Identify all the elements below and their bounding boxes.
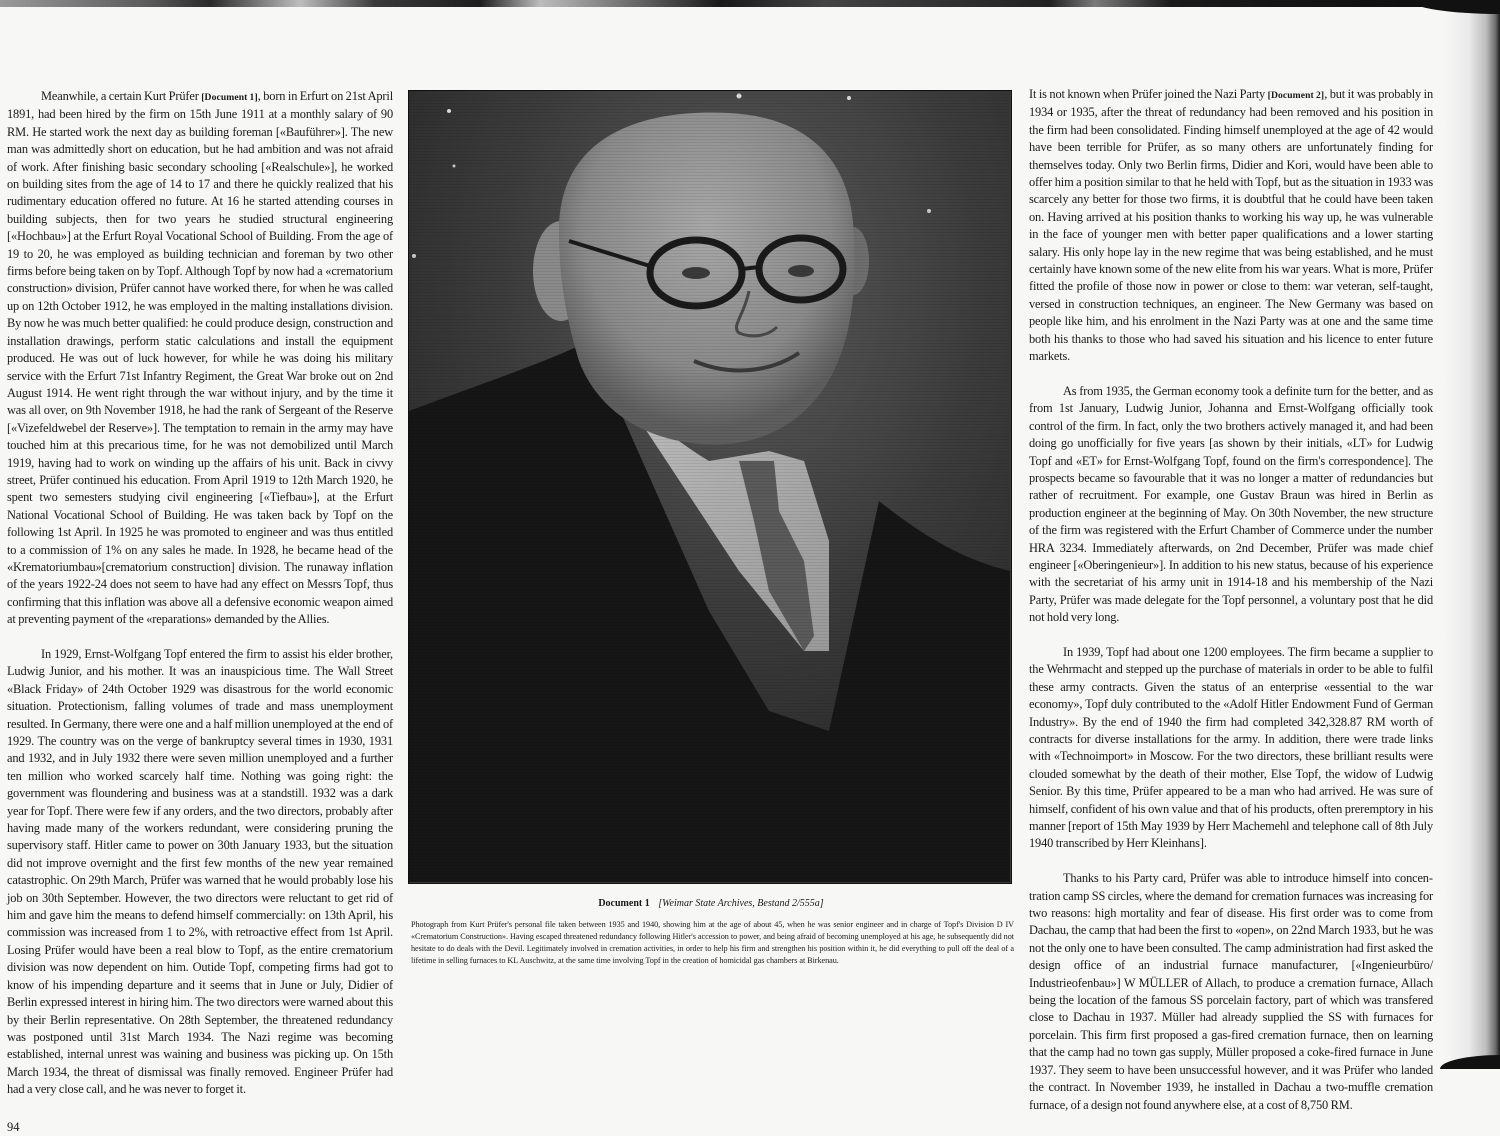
figure-caption-block	[408, 897, 1014, 967]
document-reference: [Document 2]	[1267, 90, 1325, 101]
paragraph: As from 1935, the German economy took a definite turn for the better, and as from 1st January, Ludwig Junior, Johanna and Ernst-Wolfgang officially took control of the firm. In fact, only the two brothers actively managed it, and had been doing go unofficially for five years [as shown by their initials, «LT» for Ludwig Topf and «ET» for Ernst-Wolfgang Topf, found on the firm's correspondence]. The prospects became so favourable that it was no longer a matter of redundancies but rather of recruitment. For example, one Gustav Braun was hired in Berlin as production engineer at the beginning of May. On 30th November, the new structure of the firm was registered with the Erfurt Chamber of Commerce under the number HRA 3234. Immediately afterwards, on 2nd December, Prüfer was made chief engineer [«Oberingenieur»]. In addition to his new status, because of his experience with the secretariat of his army unit in 1914-18 and his membership of the Nazi Party, Prüfer was made delegate for the Topf personnel, a voluntary post that he did not hold very long.	[1029, 383, 1433, 625]
paragraph	[7, 88, 393, 629]
paragraph: Thanks to his Party card, Prüfer was able to introduce himself into concentration camp SS circles, where the demand for cremation furnaces was increasing for two reasons: high mortality and fear of disease. His first order was to come from Dachau, the camp that had been the first to «open», on 22nd March 1933, but he was not the only one to have been consulted. The camp administration had first asked the design office of an industrial furnace manufacturer, [«Ingenieurbüro/ Industrieofenbau»] W MÜLLER of Allach, to produce a cremation furnace, Allach being the location of the famous SS porcelain factory, part of which was transfered close to Dachau in 1937. Müller had already supplied the SS with furnaces for porcelain. This firm first proposed a gas-fired cremation furnace, then on learning that the camp had no town gas supply, Müller proposed a coke-fired furnace in June 1937. They seem to have been unsuccessful however, and it was Prüfer who landed the contract. In November 1939, he installed in Dachau a two-muffle cremation furnace, of a design not found anywhere else, at a cost of 8,750 RM.	[1029, 871, 1433, 1112]
scan-top-edge	[0, 0, 1500, 7]
book-page-curl	[1444, 0, 1500, 1069]
figure-caption: Photograph from Kurt Prüfer's personal file taken between 1935 and 1940, showing him at the age of about 45, when he was senior engineer and in charge of Topf's Division D IV «Crematorium Construction». Having escaped threatened redundancy following Hitler's accession to power, and being afraid of becoming unemployed at his age, he subsequently did not hesitate to do deals with the Devil. Legitimately involved in cremation activities, in order to help his firm and strengthen his position within it, he did everything to pull off the deal of a lifetime in selling furnaces to KL Auschwitz, at the same time involving Topf in the creation of homicidal gas chambers at Birkenau.	[411, 920, 1014, 965]
paragraph: In 1939, Topf had about one 1200 employees. The firm became a supplier to the Wehrmacht and stepped up the purchase of materials in order to be able to fulfil these army contracts. Given the status of an enterprise «essential to the war economy», Topf duly contributed to the «Adolf Hitler Endowment Fund of German Industry». By the end of 1940 the firm had completed 342,328.87 RM worth of contracts for diverse installations for the army. In addition, there were trade links with «Technoimport» in Moscow. For the two directors, these brilliant results were clouded somewhat by the death of their mother, Else Topf, the widow of Ludwig Senior. By this time, Prüfer appeared to be a man who had arrived. He was sure of himself, confident of his own value and that of his products, often preremptory in his manner [report of 15th May 1939 by Herr Machemehl and telephone call of 8th July 1940 transcribed by Herr Kleinhans].	[1029, 644, 1433, 851]
paragraph-text: , but it was probably in 1934 or 1935, after the threat of redundancy had been removed and his position in the firm had been consolidated. Finding himself unemployed at the age of 42 would have been terrible for Prüfer, as so many others are unfortunately finding for themselves today. Only two Berlin firms, Didier and Kori, would have been able to offer him a position similar to that he held with Topf, but as the situation in 1933 was scarcely any better for those two firms, it is doubtful that he could have been taken on. Having arrived at his position thanks to working his way up, he was vulnerable in the face of younger men with better paper qualifications and a lower starting salary. His only hope lay in the new regime that was being established, and he must certainly have known some of the new elite from his war years. What is more, Prüfer fitted the profile of those now in power or close to them: war veteran, self-taught, versed in construction techniques, an engineer. The New Germany was based on people like him, and his enrolment in the Nazi Party was at one and the same time both his thanks to those who had saved his situation and his licence to enter future markets.	[1029, 87, 1434, 364]
right-text-column	[1029, 86, 1433, 1114]
page-number: 94	[7, 1119, 20, 1134]
scan-texture	[409, 91, 1010, 882]
figure-label: Document 1	[598, 898, 650, 909]
paragraph: In 1929, Ernst-Wolfgang Topf entered the firm to assist his elder brother, Ludwig Junior, and his mother. It was an inauspicious time. The Wall Street «Black Friday» of 24th October 1929 was disastrous for the world economic situation. Protectionism, falling volumes of trade and mass unemployment resulted. In Germany, there were one and a half million unemployed at the end of 1929. The country was on the verge of bankruptcy several times in 1930, 1931 and 1932, and in July 1932 there were seven million unemployed and a further ten million who worked scarcely half time. Nothing was going right: the government was floundering and business was at a standstill. 1932 was a dark year for Topf. There were few if any orders, and the two directors, probably after having made many of the workers redundant, were considering pruning the supervisory staff. Hitler came to power on 30th January 1933, but the situation did not improve overnight and the first few months of the new year remained catastrophic. On 29th March, Prüfer was warned that he would probably lose his job on 30th September. However, the two directors were reluctant to get rid of him and gave him the means to defend himself commercially: on 13th April, his commission was increased from 1 to 2%, with retroactive effect from 1st April. Losing Prüfer would have been a real blow to Topf, as the entire crematorium division was now dependent on him. Outide Topf, competing firms had got to know of his impending departure and it seems that in June or July, Didier of Berlin expressed interest in hiring him. The two directors were warned about this by their Berlin representative. On 28th September, the threatened redundancy was postponed until 31st March 1934. The Nazi regime was becoming established, internal unrest was waining and business was picking up. On 15th March 1934, the threat of dismissal was finally removed. Engineer Prüfer had had a very close call, and he was never to forget it.	[7, 646, 393, 1097]
paragraph-text: Meanwhile, a certain Kurt Prüfer	[41, 89, 202, 103]
figure-title	[408, 897, 1014, 910]
paragraph	[1029, 86, 1433, 366]
document-reference: [Document 1]	[201, 92, 258, 103]
paragraph-text: , born in Erfurt on 21st April 1891, had been hired by the firm on 15th June 1911 at a monthly salary of 90 RM. He started work the next day as building foreman [«Bauführer»]. The new man was admittedly short on education, but he had ambition and was not afraid of work. After finishing basic secondary schooling [«Realschule»], he worked on building sites from the age of 14 to 17 and there he quickly realized that his rudimentary education offered no future. At 16 he started attending courses in building subjects, then for two years he studied structural engineering [«Hochbau»] at the Erfurt Royal Vocational School of Building. From the age of 19 to 20, he was employed as building technician and foreman by two other firms before being taken on by Topf. Although Topf by now had a «crematorium construction» division, Prüfer cannot have worked there, for when he was called up on 12th October 1912, he was employed in the malting installations division. By now he was much better qualified: he could produce design, construction and installation drawings, perform static calculations and install the equipment produced. He was out of luck however, for while he was doing his military service with the Erfurt 71st Infantry Regiment, the Great War broke out on 2nd August 1914. He went right through the war without injury, and by the time it was all over, on 9th November 1918, he had the rank of Sergeant of the Reserve [«Vizefeldwebel der Reserve»]. The temptation to remain in the army may have touched him at this precarious time, for he was not demobilized until March 1919, having had to work on winding up the affairs of his unit. Back in civvy street, Prüfer continued his education. From April 1919 to 12th March 1920, he spent two semesters studying civil engineering [«Tiefbau»], at the Erfurt National Vocational School of Building. He was taken back by Topf on the following 1st April. In 1925 he was promoted to engineer and was thus entitled to a commission of 1% on any sales he made. In 1928, he became head of the «Krematoriumbau»[crematorium construction] division. The runaway inflation of the years 1922-24 does not seem to have had any effect on Messrs Topf, thus confirming that this inflation was above all a defensive economic weapon aimed at preventing payment of the «reparations» demanded by the Allies.	[7, 89, 393, 627]
portrait-photograph	[408, 90, 1012, 884]
figure-source: [Weimar State Archives, Bestand 2/555a]	[658, 898, 824, 909]
book-edge-shadow-top	[1410, 0, 1500, 14]
paragraph-text: It is not known when Prüfer joined the Nazi Party	[1029, 87, 1268, 101]
left-text-column	[7, 88, 393, 1136]
portrait-image	[409, 91, 1010, 882]
